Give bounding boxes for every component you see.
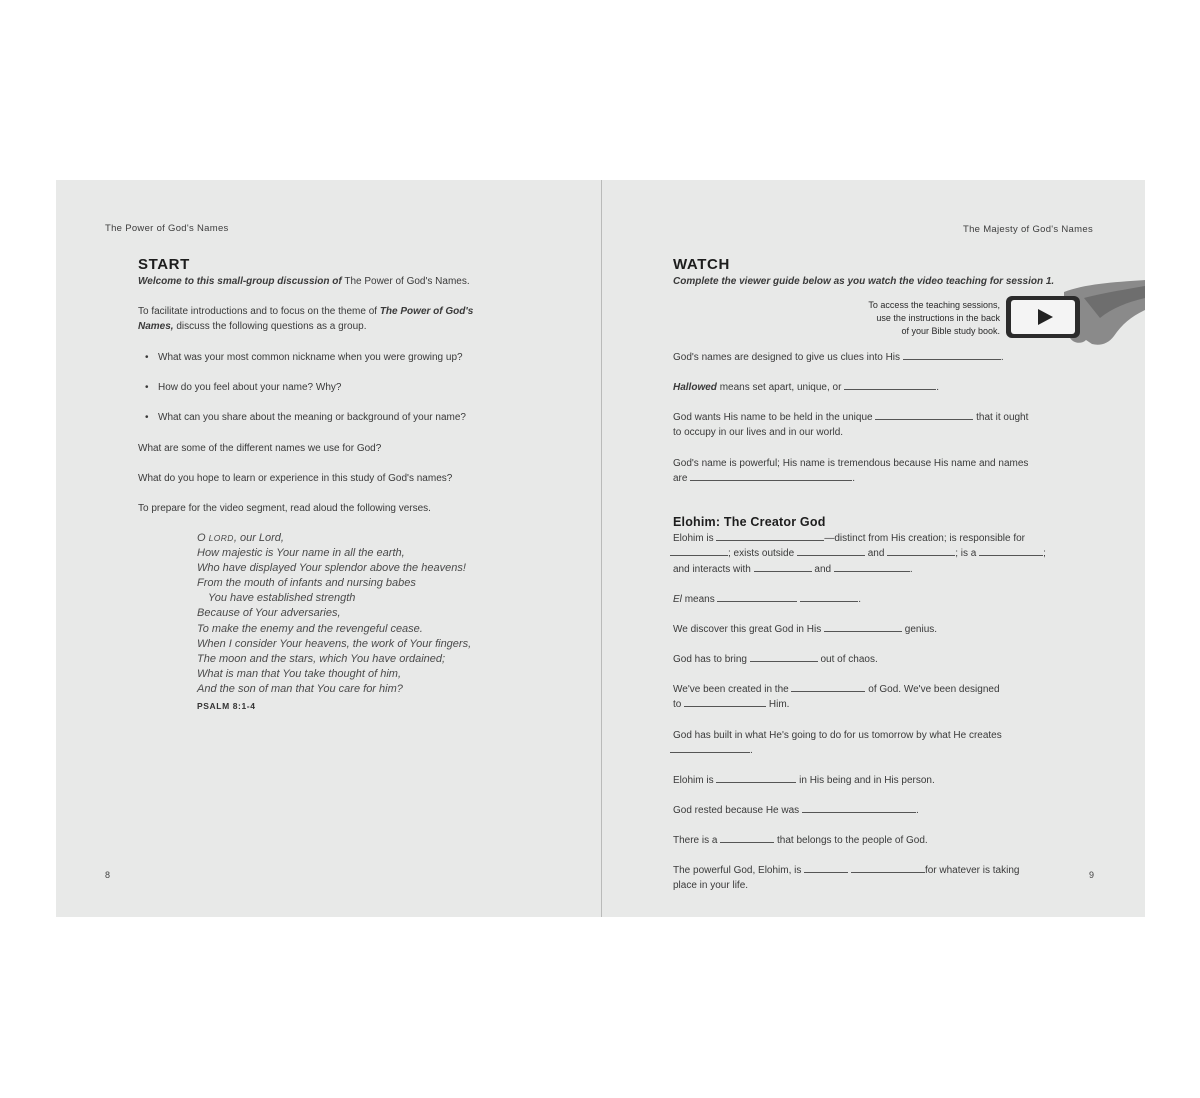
fill-blank[interactable]	[824, 622, 902, 632]
lord-small-caps: LORD	[208, 533, 234, 543]
guide-line: There is a that belongs to the people of God.	[673, 835, 928, 846]
bullet-item	[145, 380, 342, 395]
verse-reference: PSALM 8:1-4	[197, 701, 256, 712]
book-spread	[56, 180, 1145, 917]
fill-blank[interactable]	[791, 682, 865, 692]
question-names: What are some of the different names we use for God?	[138, 443, 382, 454]
fill-blank[interactable]	[834, 562, 910, 572]
bullet-text: What can you share about the meaning or background of your name?	[158, 412, 466, 423]
guide-line: place in your life.	[673, 880, 749, 891]
guide-line: God rested because He was .	[673, 805, 919, 816]
access-note-line: To access the teaching sessions,	[868, 300, 1000, 310]
fill-blank[interactable]	[720, 833, 774, 843]
fill-blank[interactable]	[797, 546, 865, 556]
fill-blank[interactable]	[690, 471, 852, 481]
bullet-dot: •	[145, 412, 149, 423]
verse-line: O LORD, our Lord,	[197, 532, 284, 544]
access-note-line: use the instructions in the back	[876, 313, 1000, 323]
fill-blank[interactable]	[800, 592, 858, 602]
guide-line: God's names are designed to give us clues into His .	[673, 352, 1004, 363]
guide-line: Hallowed means set apart, unique, or .	[673, 382, 939, 393]
access-note	[826, 299, 1000, 338]
fill-blank[interactable]	[979, 546, 1043, 556]
welcome-text: Welcome to this small-group discussion of	[138, 276, 342, 287]
guide-line: El means .	[673, 594, 862, 605]
guide-line: God has built in what He's going to do for us tomorrow by what He creates	[673, 730, 1002, 741]
fill-blank[interactable]	[670, 546, 728, 556]
right-page-number: 9	[1089, 870, 1095, 880]
left-running-head: The Power of God's Names	[105, 223, 229, 234]
intro-text-end: discuss the following questions as a group.	[176, 321, 367, 332]
fill-blank[interactable]	[750, 652, 818, 662]
phone-hand-illustration	[1004, 278, 1145, 348]
fill-blank[interactable]	[844, 380, 936, 390]
guide-line: Elohim is —distinct from His creation; is responsible for	[673, 533, 1025, 544]
verse-line: What is man that You take thought of him,	[197, 667, 402, 680]
question-hope: What do you hope to learn or experience in this study of God's names?	[138, 473, 453, 484]
guide-line: We discover this great God in His genius.	[673, 624, 938, 635]
verse-line: From the mouth of infants and nursing babes	[197, 577, 416, 590]
intro-title: The Power of God's	[379, 306, 474, 317]
verse-line: You have established strength	[208, 592, 356, 605]
intro-line-1	[138, 304, 473, 319]
fill-blank[interactable]	[717, 592, 797, 602]
fill-blank[interactable]	[684, 697, 766, 707]
start-heading: START	[138, 256, 190, 273]
bullet-dot: •	[145, 352, 149, 363]
bullet-text: What was your most common nickname when you were growing up?	[158, 352, 463, 363]
guide-line: to occupy in our lives and in our world.	[673, 427, 844, 438]
guide-line: .	[670, 743, 753, 758]
fill-blank[interactable]	[887, 546, 955, 556]
guide-line: Elohim is in His being and in His person.	[673, 775, 935, 786]
guide-line: and interacts with and .	[673, 564, 913, 575]
fill-blank[interactable]	[716, 773, 796, 783]
watch-heading: WATCH	[673, 256, 730, 273]
bullet-text: How do you feel about your name? Why?	[158, 382, 342, 393]
fill-blank[interactable]	[670, 743, 750, 753]
fill-blank[interactable]	[716, 531, 824, 541]
guide-line: are .	[673, 473, 856, 484]
guide-line: ; exists outside and ; is a ;	[670, 546, 1046, 561]
prepare-line: To prepare for the video segment, read aloud the following verses.	[138, 503, 431, 514]
welcome-title: The Power of God's Names.	[344, 276, 470, 287]
intro-title-end: Names,	[138, 321, 174, 332]
verse-line: The moon and the stars, which You have ordained;	[197, 652, 446, 665]
verse-line: How majestic is Your name in all the earth,	[197, 547, 405, 560]
verse-line: Because of Your adversaries,	[197, 607, 341, 620]
fill-blank[interactable]	[754, 562, 812, 572]
verse-line: When I consider Your heavens, the work of Your fingers,	[197, 637, 472, 650]
guide-line: God wants His name to be held in the unique that it ought	[673, 412, 1029, 423]
access-note-line: of your Bible study book.	[901, 326, 1000, 336]
guide-line: God has to bring out of chaos.	[673, 654, 878, 665]
bullet-item	[145, 410, 466, 425]
intro-text: To facilitate introductions and to focus on the theme of	[138, 306, 378, 317]
gutter-divider	[601, 180, 602, 917]
verse-line: And the son of man that You care for him?	[197, 682, 403, 695]
fill-blank[interactable]	[851, 863, 925, 873]
watch-subtitle: Complete the viewer guide below as you watch the video teaching for session 1.	[673, 276, 1055, 287]
intro-line-2	[138, 319, 366, 334]
fill-blank[interactable]	[903, 350, 1001, 360]
psalm-verse	[197, 531, 471, 714]
guide-line: to Him.	[673, 699, 790, 710]
fill-blank[interactable]	[804, 863, 848, 873]
bullet-item	[145, 350, 463, 365]
guide-line: We've been created in the of God. We've been designed	[673, 684, 1000, 695]
guide-line: God's name is powerful; His name is tremendous because His name and names	[673, 458, 1029, 469]
elohim-subheading: Elohim: The Creator God	[673, 515, 826, 529]
verse-line: To make the enemy and the revengeful cease.	[197, 622, 423, 635]
right-running-head: The Majesty of God's Names	[963, 224, 1093, 235]
welcome-line	[138, 274, 470, 289]
fill-blank[interactable]	[802, 803, 916, 813]
fill-blank[interactable]	[875, 410, 973, 420]
guide-line: The powerful God, Elohim, is for whatever is taking	[673, 865, 1020, 876]
left-page-number: 8	[105, 870, 111, 880]
bullet-dot: •	[145, 382, 149, 393]
verse-line: Who have displayed Your splendor above the heavens!	[197, 562, 466, 575]
